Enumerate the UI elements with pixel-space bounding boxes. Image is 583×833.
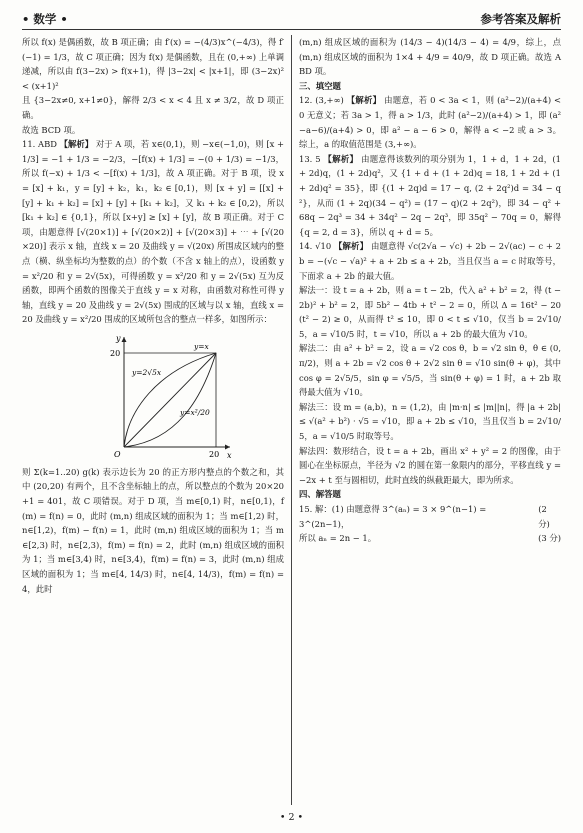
lower-curve-label: y=x²/20 [180,407,210,417]
line-label: y=x [194,341,209,351]
item-11-continued: 则 Σ(k=1..20) g(k) 表示边长为 20 的正方形内整点的个数之和，其中 (20,20) 有两个，且不含坐标轴上的点，所以整点的个数为 20×20+1 = 401，故 C 项错误。对于 D 项，当 m∈[0,1) 时，n∈[0,1)，f(m) = f(n) = 0，此时 (m,n) 组成区域的面积为 1；当 m∈[1,2) 时，n∈[1,2)，f(m) − f(n) = 1，此时 (m,n) 组成区域的面积为 1；当 m∈[2,3) 时，n∈[2,3)，f(m) = f(n) = 2，此时 (m,n) 组成区域的面积为 1；当 m∈[3,4) 时，n∈[3,4)，f(m) = f(n) = 3，此时 (m,n) 组成区域的面积为 1；当 m∈[4, 14/3) 时，n∈[4, 14/3)，f(m) = f(n) = 4，此时 [22,466,284,594]
item-13 [299,152,561,240]
paragraph: 且 {3−2x≠0, x+1≠0}，解得 2/3 < x < 4 且 x ≠ 3/2，故 D 项正确。 [22,95,284,120]
x-axis-label: x [227,450,232,460]
right-column [299,35,561,546]
y-axis-label: y [116,333,121,343]
item-number: 11. [22,139,36,150]
item-answer: (3,+∞) [315,95,344,106]
method-4: 解法四：数形结合，设 t = a + 2b，画出 x² + y² = 2 的图像，由于圆心在坐标原点，半径为 √2 的圆在第一象限内的部分，平移直线 y = −2x + t 至与圆相切，此时直线的纵截距最大，即为所求。 [299,445,561,485]
section-heading: 三、填空题 [299,80,341,91]
paragraph: 故选 BCD 项。 [22,124,81,135]
item-text: 由题意，若 0 < 3a < 1，则 (a²−2)/(a+4) < 0 无意义；若 3a > 1，得 a > 1/3，此时 (a²−2)/(a+4) > 1，即 (a²−a−6)/(a+4) > 0，即 a² − a − 6 > 0，解得 a < −2 或 a > 3。综上，a 的取值范围是 (3,+∞)。 [299,95,562,150]
item-number: 13. [299,153,313,164]
item-text: 对于 A 项，若 x∈(0,1)，则 −x∈(−1,0)，则 [x + 1/3] = −1 + 1/3 = −2/3，−[f(x) + 1/3] = −(0 + 1/3) = −1/3，所以 f(−x) + 1/3 < −[f(x) + 1/3]，故 A 项正确。对于 B 项，设 x = [x] + k₁，y = [y] + k₂，k₁，k₂ ∈ [0,1)，则 [x + y] = [[x] + [y] + k₁ + k₂] = [x] + [y] + [k₁ + k₂]，又 k₁ + k₂ ∈ [0,2)，所以 [k₁ + k₂] ∈ {0,1}，所以 [x+y] ≥ [x] + [y]，故 B 项正确。对于 C 项，由题意得 [√(20×1)] + [√(20×2)] + [√(20×3)] + ⋯ + [√(20×20)] 表示 x 轴，直线 x = 20 及曲线 y = √(20x) 所围成区域内的整点（横、纵坐标均为整数的点）的个数（不含 x 轴上的点），设函数 y = x²/20 和 y = 2√(5x)，可得函数 y = x²/20 和 y = 2√(5x) 互为反函数，即两个函数的图像关于直线 y = x 对称，由函数对称性可得 y 轴，直线 y = 20 及曲线 y = 2√(5x) 围成的区域与以 x 轴，直线 x = 20 及曲线 y = x²/20 围成的区域所包含的整点一样多，如图所示： [22,139,285,325]
item-answer: ABD [38,139,57,150]
method-2: 解法二：由 a² + b² = 2，设 a = √2 cos θ，b = √2 sin θ，θ ∈ (0, π/2)，则 a + 2b = √2 cos θ + 2√2 sin θ = √10 sin(θ + φ)，其中 cos φ = 2√5/5，sin φ = √5/5，当 sin(θ + φ) = 1 时，a + 2b 取得最大值为 √10。 [299,343,561,398]
item-12 [299,93,561,151]
method-1: 解法一：设 t = a + 2b，则 a = t − 2b，代入 a² + b² = 2，得 (t − 2b)² + b² = 2，即 5b² − 4tb + t² − 2 = 0，所以 Δ = 16t² − 20(t² − 2) ≥ 0，从而得 t² ≤ 10，即 0 < t ≤ √10，仅当 b = 2√10/5，a = √10/5 时，t = √10，所以 a + 2b 的最大值为 √10。 [299,285,562,339]
header-title: 参考答案及解析 [480,12,561,26]
item-15-line-2 [299,531,561,546]
figure-svg [106,331,236,461]
analysis-tag: 【解析】 [323,153,359,164]
header-rule [22,29,561,30]
paragraph: 所以 f(x) 是偶函数，故 B 项正确；由 f′(x) = −(4/3)x^(−4/3)，得 f′(−1) = 1/3，故 C 项正确；因为 f(x) 是偶函数，且在 (0,+∞) 上单调递减，所以由 f(3−2x) > f(x+1)，得 |3−2x| < |x+1|，即 (3−2x)² < (x+1)² [22,37,284,91]
left-column [22,35,284,596]
score-label: (3 分) [538,533,561,544]
x-axis-arrow [225,444,230,449]
analysis-tag: 【解析】 [346,95,382,106]
score-label: (2 分) [538,504,550,529]
method-3: 解法三：设 m = (a,b)，n = (1,2)，由 |m·n| ≤ |m||n|，得 |a + 2b| ≤ √(a² + b²) · √5 = √10，即 a + 2b ≤ √10，当且仅当 b = 2√10/5，a = √10/5 时取等号。 [299,401,561,442]
item-14 [299,239,561,283]
analysis-tag: 【解析】 [333,241,369,252]
y-tick-20: 20 [110,348,121,358]
item-text: 所以 aₙ = 2n − 1。 [299,533,377,544]
item-text: 由题意得该数列的项分别为 1，1 + d，1 + 2d，(1 + 2d)q，(1 + 2d)q²，又 {1 + d + (1 + 2d)q = 18, 1 + 2d + (1 + 2d)q² = 35}，即 {(1 + 2q)d = 17 − q, (2 + 2q²)d = 34 − q²}，从而 (1 + 2q)(34 − q²) = (17 − q)(2 + 2q²)，即 34 − q² + 68q − 2q³ = 34 + 34q² − 2q − 2q³，即 35q² − 70q = 0，解得 {q = 2, d = 3}，所以 q + d = 5。 [299,153,561,237]
item-15-line-1 [299,502,561,531]
analysis-tag: 【解析】 [59,139,94,150]
item-text: 解：(1) 由题意得 3^(aₙ) = 3 × 9^(n−1) = 3^(2n−1)， [299,504,487,529]
page-number: • 2 • [279,812,304,823]
subject-label: • 数学 • [22,12,68,26]
section-heading: 四、解答题 [299,489,341,500]
item-text: 由题意得 √c(2√a − √c) + 2b − 2√(ac) − c + 2b = −(√c − √a)² + a + 2b ≤ a + 2b，当且仅当 a = c 时取等号，下面求 a + 2b 的最大值。 [299,241,561,281]
item-11 [22,137,284,327]
page-header [22,10,561,28]
column-divider [291,35,292,805]
y-axis-arrow [122,337,127,342]
upper-curve-label: y=2√5x [132,367,162,377]
function-figure [106,331,236,461]
item-answer: 5 [315,153,321,164]
item-number: 14. [299,241,313,252]
origin-label: O [114,449,121,459]
paragraph: (m,n) 组成区域的面积为 (14/3 − 4)(14/3 − 4) = 4/9，综上，点 (m,n) 组成区域的面积为 1×4 + 4/9 = 40/9，故 D 项正确。故选 ABD 项。 [299,37,561,77]
item-answer: √10 [315,241,332,252]
item-number: 15. [299,504,313,514]
item-number: 12. [299,95,313,106]
x-tick-20: 20 [209,449,220,459]
